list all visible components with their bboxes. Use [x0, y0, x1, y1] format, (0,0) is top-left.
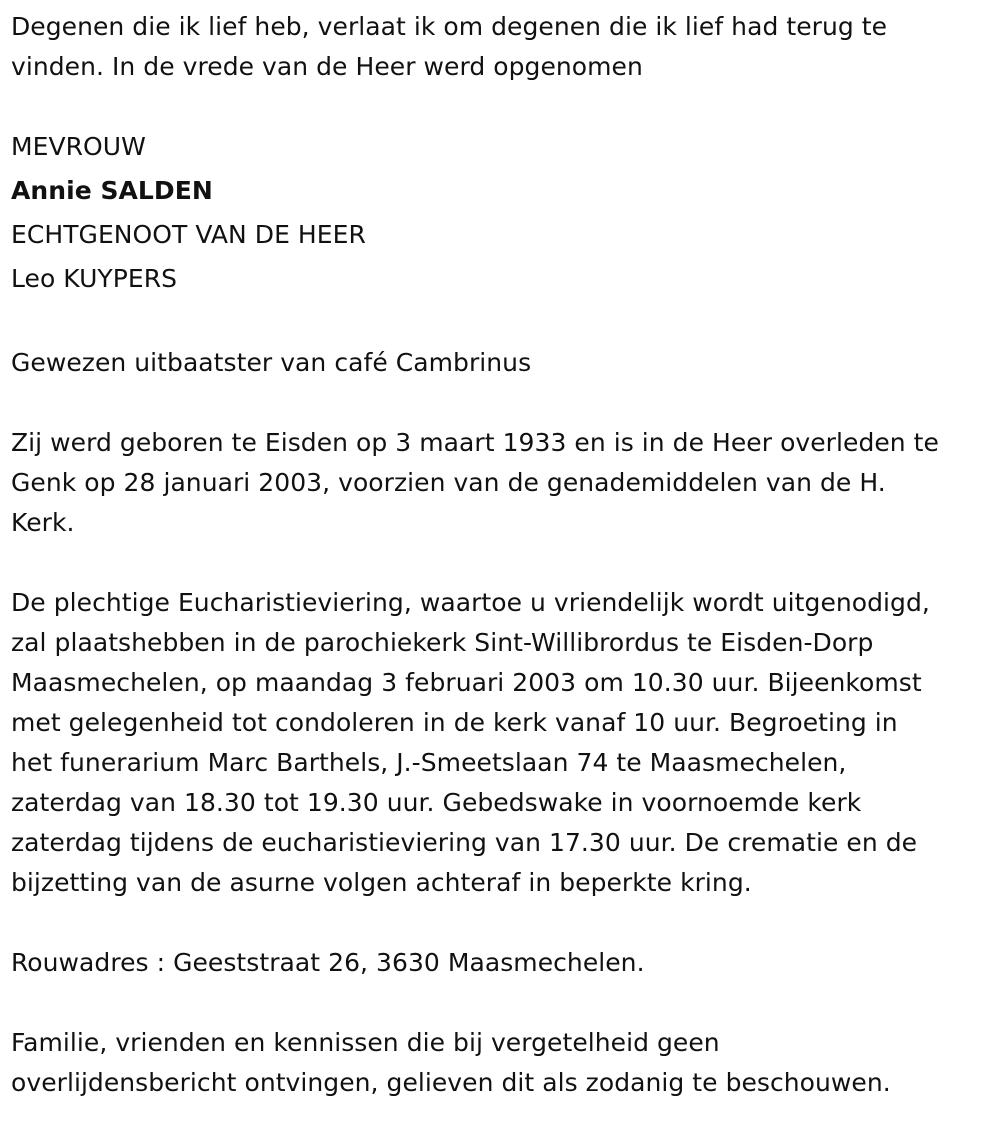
relation-label: ECHTGENOOT VAN DE HEER	[11, 220, 366, 249]
ceremony-line-1: De plechtige Eucharistieviering, waartoe u vriendelijk wordt uitgenodigd,	[11, 588, 930, 617]
birth-death-line-2: Genk op 28 januari 2003, voorzien van de genademiddelen van de H.	[11, 468, 886, 497]
ceremony-line-3: Maasmechelen, op maandag 3 februari 2003 om 10.30 uur. Bijeenkomst	[11, 668, 922, 697]
closing-line-1: Familie, vrienden en kennissen die bij vergetelheid geen	[11, 1028, 720, 1057]
birth-death-line-3: Kerk.	[11, 508, 75, 537]
ceremony-line-5: het funerarium Marc Barthels, J.-Smeetslaan 74 te Maasmechelen,	[11, 748, 847, 777]
ceremony-line-6: zaterdag van 18.30 tot 19.30 uur. Gebedswake in voornoemde kerk	[11, 788, 862, 817]
closing-paragraph	[11, 1023, 995, 1103]
intro-line-2: vinden. In de vrede van de Heer werd opgenomen	[11, 52, 643, 81]
spouse-name: Leo KUYPERS	[11, 264, 178, 293]
birth-death-line-1: Zij werd geboren te Eisden op 3 maart 1933 en is in de Heer overleden te	[11, 428, 939, 457]
deceased-name: Annie SALDEN	[11, 176, 213, 205]
title-label: MEVROUW	[11, 132, 146, 161]
intro-line-1: Degenen die ik lief heb, verlaat ik om degenen die ik lief had terug te	[11, 12, 888, 41]
intro-paragraph	[11, 7, 995, 87]
ceremony-paragraph	[11, 583, 995, 903]
mourning-address: Rouwadres : Geeststraat 26, 3630 Maasmechelen.	[11, 948, 645, 977]
occupation-text: Gewezen uitbaatster van café Cambrinus	[11, 348, 532, 377]
closing-line-2: overlijdensbericht ontvingen, gelieven dit als zodanig te beschouwen.	[11, 1068, 891, 1097]
ceremony-line-7: zaterdag tijdens de eucharistieviering van 17.30 uur. De crematie en de	[11, 828, 918, 857]
birth-death-paragraph	[11, 423, 995, 543]
ceremony-line-2: zal plaatshebben in de parochiekerk Sint-Willibrordus te Eisden-Dorp	[11, 628, 874, 657]
ceremony-line-8: bijzetting van de asurne volgen achteraf in beperkte kring.	[11, 868, 752, 897]
ceremony-line-4: met gelegenheid tot condoleren in de kerk vanaf 10 uur. Begroeting in	[11, 708, 898, 737]
obituary-text	[11, 7, 995, 1103]
